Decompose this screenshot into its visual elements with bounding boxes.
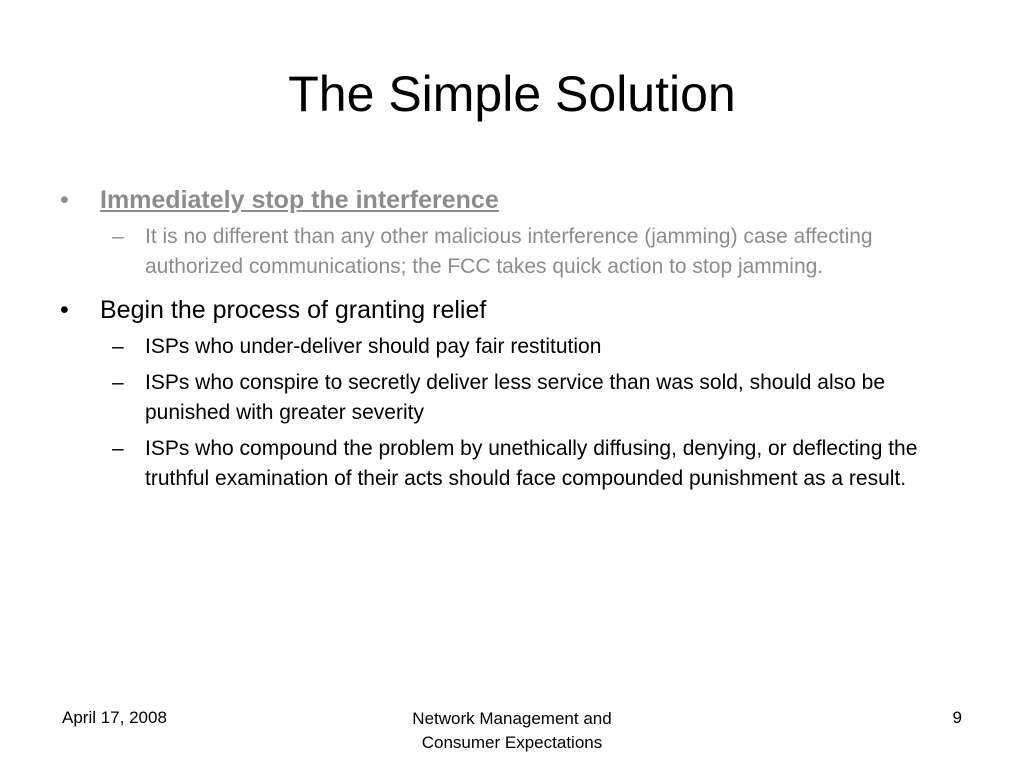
footer-title-line2: Consumer Expectations <box>421 733 603 752</box>
sub-bullet-item <box>60 332 970 362</box>
sub-bullet-marker: – <box>112 371 124 394</box>
sub-bullet-text: ISPs who compound the problem by unethically diffusing, denying, or deflecting the truthful examination of their acts should face compounded punishment as a result. <box>145 437 918 490</box>
bullet-marker: • <box>60 296 69 324</box>
sub-bullet-text: ISPs who under-deliver should pay fair restitution <box>145 335 602 358</box>
footer-title-line1: Network Management and <box>412 709 612 728</box>
sub-bullet-marker: – <box>112 437 124 460</box>
sub-bullet-marker: – <box>112 335 124 358</box>
sub-bullet-item <box>60 368 970 428</box>
bullet-text: Begin the process of granting relief <box>100 296 487 324</box>
slide-title: The Simple Solution <box>288 66 736 122</box>
page-number: 9 <box>952 708 962 727</box>
sub-bullet-item <box>60 434 970 494</box>
sub-bullet-marker: – <box>112 225 124 248</box>
footer-title <box>362 707 662 755</box>
sub-bullet-text: ISPs who conspire to secretly deliver less service than was sold, should also be punished with greater severity <box>145 371 886 424</box>
sub-bullet-item <box>60 222 970 282</box>
bullet-text: Immediately stop the interference <box>100 186 499 214</box>
sub-bullet-text: It is no different than any other malicious interference (jamming) case affecting authorized communications; the FCC takes quick action to stop jamming. <box>145 225 873 278</box>
bullet-item <box>60 294 970 326</box>
bullet-item <box>60 184 970 216</box>
slide-body <box>60 184 970 494</box>
bullet-marker: • <box>60 186 69 214</box>
footer-date: April 17, 2008 <box>62 708 167 727</box>
